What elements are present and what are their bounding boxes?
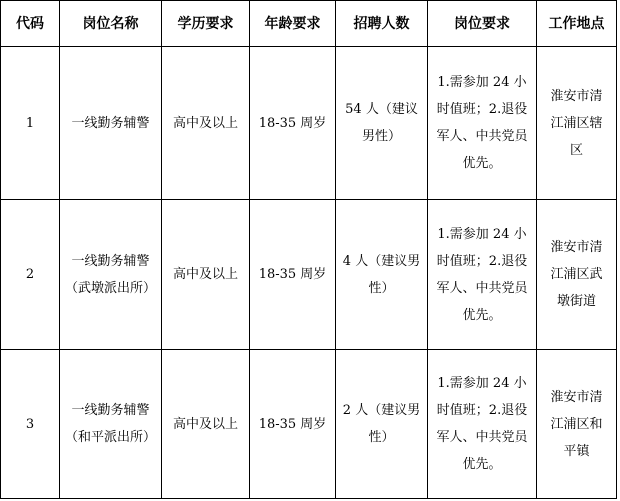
position-line: （武墩派出所） [64,280,156,296]
location-line: 江浦区武 [550,267,603,282]
cell-age: 18-35 周岁 [250,350,336,499]
cell-location [537,350,617,499]
cell-education: 高中及以上 [162,47,250,200]
requirements-line: 时值班；2.退役 [436,403,528,418]
cell-education: 高中及以上 [162,200,250,350]
requirements-line: 军人、中共党员 [436,129,528,144]
cell-count [336,350,428,499]
requirements-line: 优先。 [462,307,502,323]
location-line: 墩街道 [556,294,596,309]
cell-location [537,47,617,200]
requirements-line: 1.需参加 24 小 [437,226,527,242]
count-line: 4 人（建议男 [342,253,421,269]
cell-requirements [428,47,537,200]
requirements-line: 优先。 [462,156,502,171]
location-line: 江浦区和 [550,416,603,432]
cell-location [537,200,617,350]
position-line: 一线勤务辅警 [71,115,150,131]
cell-age: 18-35 周岁 [250,47,336,200]
table-row [1,47,617,200]
header-age: 年龄要求 [250,1,336,47]
cell-code: 1 [1,47,60,200]
count-line: 2 人（建议男 [342,403,421,418]
count-line: 性） [368,280,395,296]
cell-requirements [428,350,537,499]
cell-position [60,47,162,200]
table-header-row [1,1,617,47]
count-line: 男性） [361,129,401,144]
requirements-line: 时值班；2.退役 [436,253,528,269]
requirements-line: 1.需参加 24 小 [437,376,527,391]
location-line: 淮安市清 [550,389,603,405]
requirements-line: 时值班；2.退役 [436,102,528,117]
cell-code: 3 [1,350,60,499]
cell-requirements [428,200,537,350]
cell-count [336,47,428,200]
cell-code: 2 [1,200,60,350]
location-line: 淮安市清 [550,240,603,255]
cell-position [60,200,162,350]
requirements-line: 优先。 [462,457,502,472]
table-row [1,200,617,350]
count-line: 54 人（建议 [345,102,418,117]
requirements-line: 军人、中共党员 [436,280,528,296]
position-line: （和平派出所） [64,430,156,445]
requirements-line: 军人、中共党员 [436,430,528,445]
location-line: 平镇 [563,443,590,459]
header-position: 岗位名称 [60,1,162,47]
requirements-line: 1.需参加 24 小 [437,75,527,90]
location-line: 区 [569,142,583,158]
position-line: 一线勤务辅警 [71,253,150,269]
location-line: 淮安市清 [550,88,603,104]
location-line: 江浦区辖 [550,115,603,131]
header-education: 学历要求 [162,1,250,47]
table-row [1,350,617,499]
cell-position [60,350,162,499]
header-count: 招聘人数 [336,1,428,47]
header-requirements: 岗位要求 [428,1,537,47]
position-line: 一线勤务辅警 [71,403,150,418]
cell-age: 18-35 周岁 [250,200,336,350]
header-location: 工作地点 [537,1,617,47]
count-line: 性） [368,430,395,445]
cell-education: 高中及以上 [162,350,250,499]
header-code: 代码 [1,1,60,47]
cell-count [336,200,428,350]
